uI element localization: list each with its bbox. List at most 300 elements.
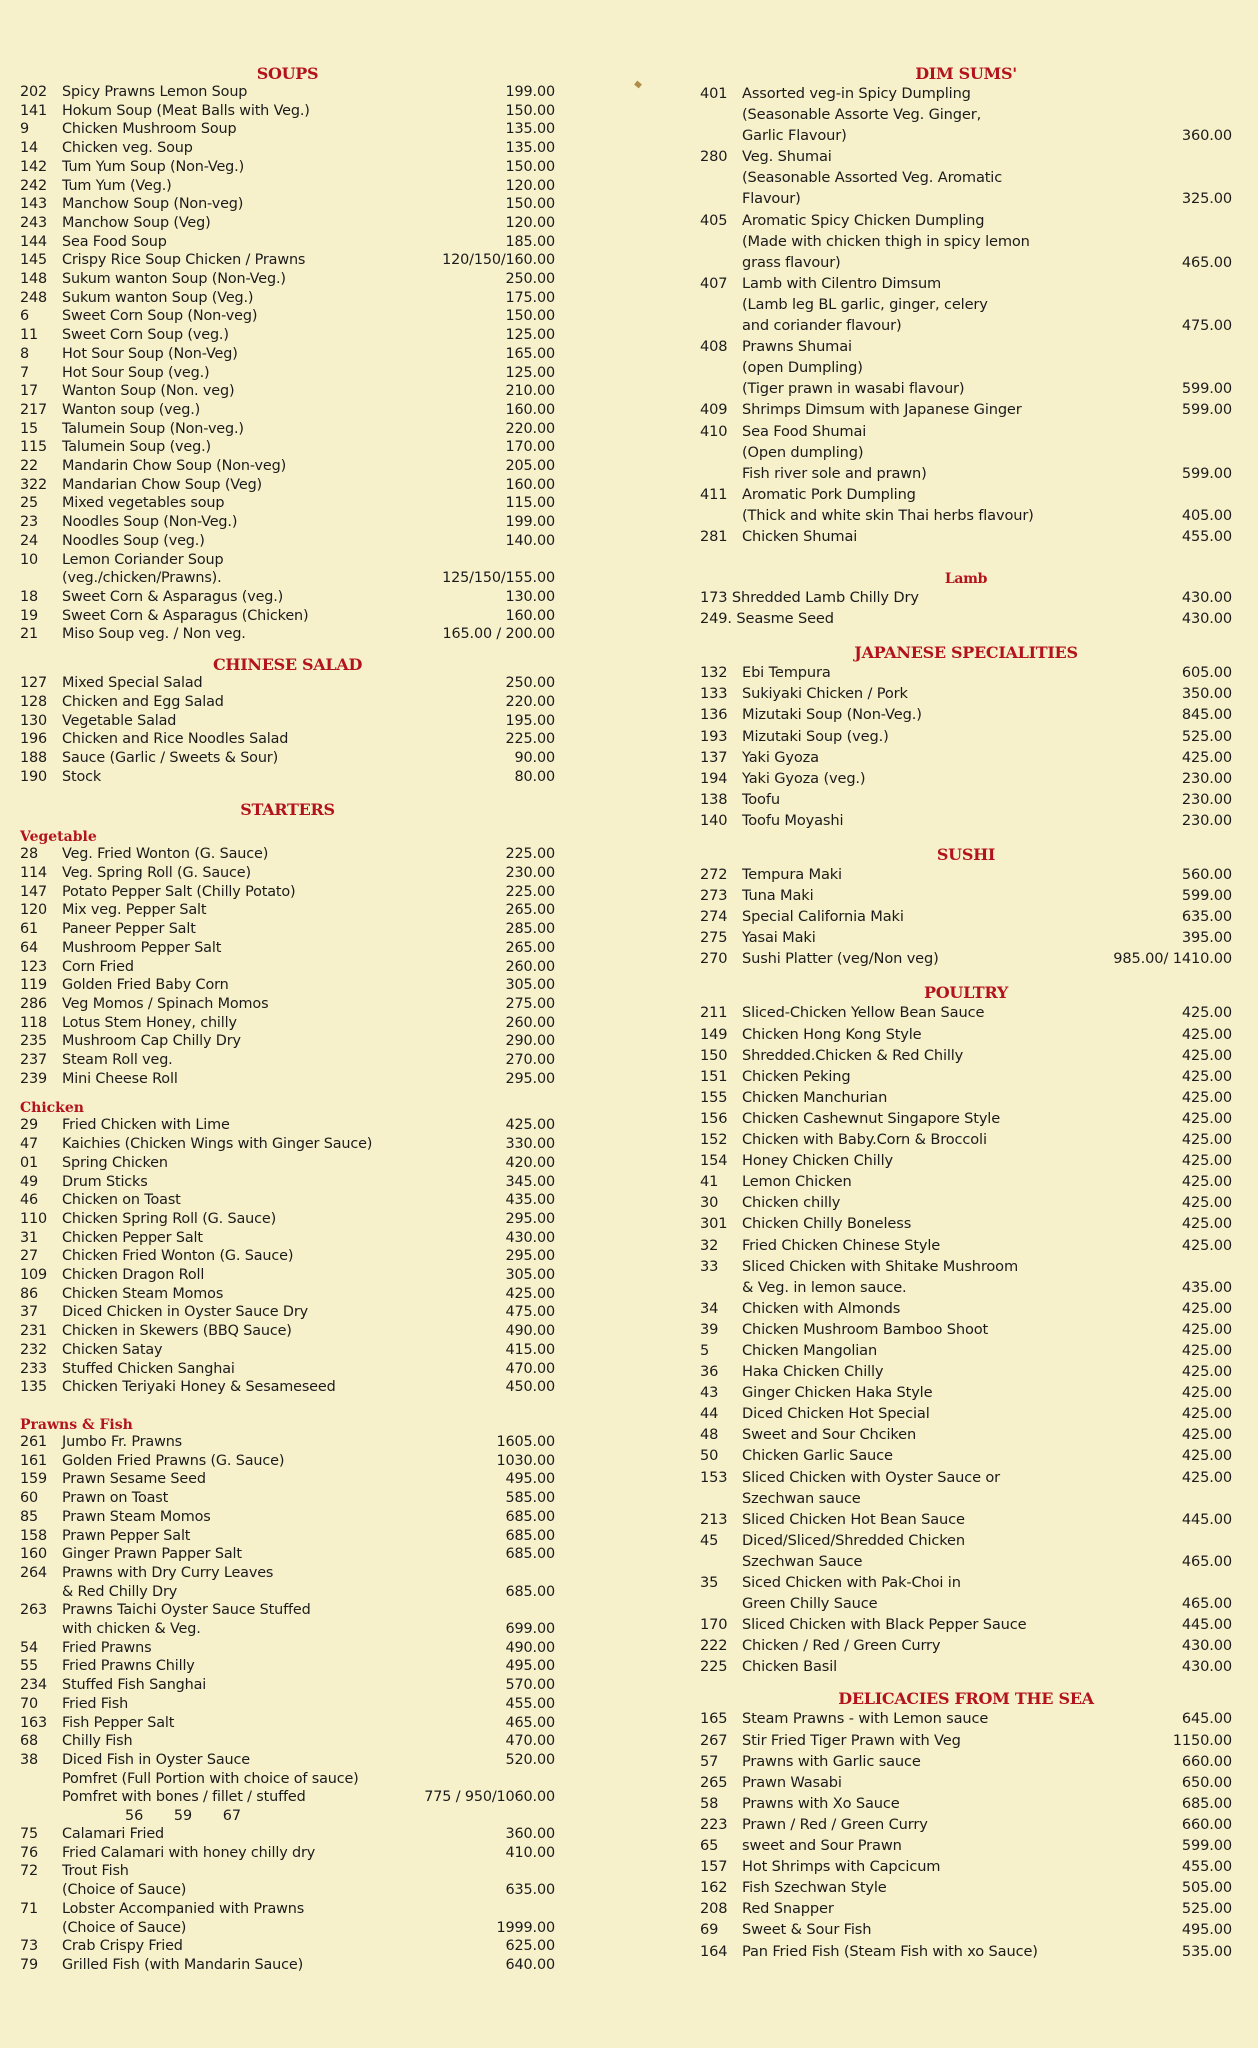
item-name: Noodles Soup (Non-Veg.) xyxy=(62,514,238,531)
item-name: Crispy Rice Soup Chicken / Prawns xyxy=(62,252,306,269)
item-price: 430.00 xyxy=(1181,1637,1232,1655)
item-name: Sea Food Shumai xyxy=(742,422,867,440)
item-price: 425.00 xyxy=(1181,1215,1232,1233)
menu-item xyxy=(700,1403,1232,1424)
item-name: Pomfret (Full Portion with choice of sauce) xyxy=(62,1770,359,1787)
menu-item xyxy=(700,1856,1232,1877)
menu-item xyxy=(700,210,1232,231)
menu-item xyxy=(700,1898,1232,1919)
menu-item xyxy=(20,1360,555,1379)
menu-item xyxy=(20,382,555,401)
item-code: 11 xyxy=(20,327,39,344)
menu-item xyxy=(20,307,555,326)
item-name: Golden Fried Prawns (G. Sauce) xyxy=(62,1452,285,1469)
menu-item xyxy=(20,1051,555,1070)
item-name: Sliced Chicken with Shitake Mushroom xyxy=(742,1257,1019,1275)
item-price: 599.00 xyxy=(1181,887,1232,905)
menu-item xyxy=(20,995,555,1014)
menu-item xyxy=(20,420,555,439)
item-name: Chicken and Egg Salad xyxy=(62,693,224,710)
item-price: 220.00 xyxy=(505,693,555,710)
item-name: Fried Chicken with Lime xyxy=(62,1117,230,1134)
item-name: Tuna Maki xyxy=(742,887,814,905)
menu-item-detail xyxy=(700,505,1232,526)
menu-item xyxy=(700,768,1232,789)
item-price: 475.00 xyxy=(505,1304,555,1321)
item-code: 45 xyxy=(700,1531,719,1549)
menu-item xyxy=(700,399,1232,420)
item-name: Pan Fried Fish (Steam Fish with xo Sauce) xyxy=(742,1942,1038,1960)
menu-item xyxy=(700,1730,1232,1751)
item-code: 154 xyxy=(700,1152,728,1170)
menu-item xyxy=(700,1171,1232,1192)
menu-item xyxy=(700,336,1232,357)
item-name: Chicken on Toast xyxy=(62,1192,181,1209)
menu-item xyxy=(20,674,555,693)
item-name: Paneer Pepper Salt xyxy=(62,921,196,938)
item-name: 173 Shredded Lamb Chilly Dry xyxy=(700,589,919,607)
menu-item xyxy=(700,1656,1232,1677)
item-price: 660.00 xyxy=(1181,1752,1232,1770)
item-price: 465.00 xyxy=(1181,253,1232,271)
menu-item xyxy=(20,494,555,513)
item-price: 1999.00 xyxy=(496,1919,555,1936)
item-code: 25 xyxy=(20,495,39,512)
item-name: Manchow Soup (Non-veg) xyxy=(62,196,244,213)
menu-item xyxy=(20,1657,555,1676)
item-price: 295.00 xyxy=(505,1070,555,1087)
menu-item xyxy=(700,484,1232,505)
menu-item xyxy=(20,1433,555,1452)
menu-item xyxy=(700,1708,1232,1729)
item-name: Wanton soup (veg.) xyxy=(62,401,201,418)
menu-item xyxy=(20,625,555,644)
menu-item xyxy=(20,1732,555,1751)
item-name: Manchow Soup (Veg) xyxy=(62,214,211,231)
item-code: 32 xyxy=(700,1236,719,1254)
item-name: Shredded.Chicken & Red Chilly xyxy=(742,1046,964,1064)
item-name: Chicken Shumai xyxy=(742,527,858,545)
soups-section xyxy=(20,64,555,644)
menu-item xyxy=(700,1509,1232,1530)
item-name: Sweet Corn & Asparagus (Chicken) xyxy=(62,607,309,624)
item-code: 243 xyxy=(20,214,48,231)
item-name: Fish river sole and prawn) xyxy=(742,464,927,482)
item-name: (Seasonable Assorted Veg. Aromatic xyxy=(742,169,1003,187)
pomfret-codes: 56 59 67 xyxy=(125,1808,242,1825)
item-price: 640.00 xyxy=(505,1956,555,1973)
menu-item-detail xyxy=(20,1620,555,1639)
menu-item xyxy=(700,1319,1232,1340)
item-price: 130.00 xyxy=(505,588,555,605)
menu-item xyxy=(20,1014,555,1033)
item-price: 465.00 xyxy=(1181,1552,1232,1570)
item-name: Chicken Pepper Salt xyxy=(62,1229,203,1246)
item-code: 264 xyxy=(20,1564,48,1581)
item-name: Fish Pepper Salt xyxy=(62,1714,175,1731)
item-name: Vegetable Salad xyxy=(62,712,177,729)
item-name: (Seasonable Assorte Veg. Ginger, xyxy=(742,106,982,124)
item-name: Chicken / Red / Green Curry xyxy=(742,1637,941,1655)
item-name: Talumein Soup (veg.) xyxy=(62,439,211,456)
item-price: 495.00 xyxy=(505,1471,555,1488)
item-name: Mix veg. Pepper Salt xyxy=(62,902,207,919)
menu-item xyxy=(700,1467,1232,1488)
item-name: Yaki Gyoza (veg.) xyxy=(742,769,866,787)
item-price: 230.00 xyxy=(1181,811,1232,829)
item-name: Veg. Shumai xyxy=(742,148,832,166)
menu-item xyxy=(20,1470,555,1489)
item-price: 250.00 xyxy=(505,675,555,692)
item-name: Diced Chicken Hot Special xyxy=(742,1405,930,1423)
item-code: 47 xyxy=(20,1136,39,1153)
item-price: 135.00 xyxy=(505,140,555,157)
item-price: 265.00 xyxy=(505,939,555,956)
menu-item-detail xyxy=(700,125,1232,146)
menu-item xyxy=(20,1527,555,1546)
item-price: 230.00 xyxy=(505,865,555,882)
item-name: Sukum wanton Soup (Veg.) xyxy=(62,289,254,306)
item-price: 455.00 xyxy=(1181,527,1232,545)
item-name: Aromatic Pork Dumpling xyxy=(742,485,916,503)
menu-item xyxy=(20,1751,555,1770)
item-name: Chicken with Almonds xyxy=(742,1299,901,1317)
chicken-subtitle: Chicken xyxy=(20,1100,84,1117)
item-price: 599.00 xyxy=(1181,1837,1232,1855)
item-code: 34 xyxy=(700,1299,719,1317)
item-code: 71 xyxy=(20,1900,39,1917)
item-code: 143 xyxy=(20,196,48,213)
menu-item xyxy=(20,1900,555,1919)
menu-item xyxy=(700,1614,1232,1635)
menu-item xyxy=(20,476,555,495)
item-price: 170.00 xyxy=(505,439,555,456)
menu-item-detail xyxy=(20,1919,555,1938)
item-code: 286 xyxy=(20,995,48,1012)
item-name: & Veg. in lemon sauce. xyxy=(742,1278,907,1296)
item-price: 470.00 xyxy=(505,1733,555,1750)
vegetable-list xyxy=(20,845,555,1088)
item-name: Stuffed Fish Sanghai xyxy=(62,1677,207,1694)
item-code: 123 xyxy=(20,958,48,975)
item-price: 525.00 xyxy=(1181,1900,1232,1918)
item-code: 281 xyxy=(700,527,728,545)
item-name: Chicken with Baby.Corn & Broccoli xyxy=(742,1131,987,1149)
item-price: 420.00 xyxy=(505,1154,555,1171)
item-code: 5 xyxy=(700,1341,710,1359)
menu-item xyxy=(700,1877,1232,1898)
sushi-section xyxy=(700,845,1232,969)
menu-item xyxy=(20,1508,555,1527)
item-price: 645.00 xyxy=(1181,1710,1232,1728)
menu-item xyxy=(20,920,555,939)
item-price: 985.00/ 1410.00 xyxy=(1113,950,1232,968)
menu-item xyxy=(20,1285,555,1304)
item-code: 54 xyxy=(20,1639,39,1656)
item-price: 599.00 xyxy=(1181,380,1232,398)
item-code: 140 xyxy=(700,811,728,829)
menu-item xyxy=(700,146,1232,167)
item-code: 194 xyxy=(700,769,728,787)
menu-item xyxy=(700,1256,1232,1277)
item-code: 239 xyxy=(20,1070,48,1087)
menu-item xyxy=(20,120,555,139)
item-name: Chicken Basil xyxy=(742,1658,838,1676)
item-code: 119 xyxy=(20,977,48,994)
item-name: (Made with chicken thigh in spicy lemon xyxy=(742,232,1030,250)
menu-item-detail xyxy=(20,1881,555,1900)
menu-item xyxy=(700,789,1232,810)
item-code: 273 xyxy=(700,887,728,905)
right-column xyxy=(700,64,1232,1962)
item-price: 490.00 xyxy=(505,1323,555,1340)
item-price: 120.00 xyxy=(505,214,555,231)
sea-list xyxy=(700,1708,1232,1961)
item-code: 135 xyxy=(20,1379,48,1396)
item-name: Chicken Manchurian xyxy=(742,1088,888,1106)
menu-item xyxy=(20,1322,555,1341)
item-name: Grilled Fish (with Mandarin Sauce) xyxy=(62,1956,304,1973)
item-name: Chicken Mushroom Soup xyxy=(62,121,237,138)
item-code: 222 xyxy=(700,1637,728,1655)
menu-item xyxy=(20,1564,555,1583)
item-detail: & Red Chilly Dry xyxy=(62,1583,178,1600)
item-name: Prawn on Toast xyxy=(62,1490,169,1507)
item-name: (Open dumpling) xyxy=(742,443,864,461)
menu-item xyxy=(700,1235,1232,1256)
item-price: 425.00 xyxy=(505,1285,555,1302)
item-price: 445.00 xyxy=(1181,1510,1232,1528)
menu-item xyxy=(20,1695,555,1714)
item-name: Sliced Chicken Hot Bean Sauce xyxy=(742,1510,965,1528)
item-code: 65 xyxy=(700,1837,719,1855)
menu-item-detail xyxy=(20,569,555,588)
menu-item-detail xyxy=(700,1277,1232,1298)
item-code: 33 xyxy=(700,1257,719,1275)
item-code: 237 xyxy=(20,1052,48,1069)
item-code: 64 xyxy=(20,939,39,956)
item-detail: (veg./chicken/Prawns). xyxy=(62,570,222,587)
item-code: 164 xyxy=(700,1942,728,1960)
menu-item-detail xyxy=(20,1583,555,1602)
item-name: Chicken Spring Roll (G. Sauce) xyxy=(62,1210,277,1227)
prawns-fish-list xyxy=(20,1433,555,1807)
dim-sums-section xyxy=(700,64,1232,547)
japanese-list xyxy=(700,662,1232,831)
item-price: 525.00 xyxy=(1181,727,1232,745)
item-price: 425.00 xyxy=(1181,1405,1232,1423)
item-name: Ginger Chicken Haka Style xyxy=(742,1384,933,1402)
item-name: Veg. Spring Roll (G. Sauce) xyxy=(62,865,251,882)
item-price: 199.00 xyxy=(505,84,555,100)
menu-item xyxy=(700,1045,1232,1066)
item-code: 170 xyxy=(700,1616,728,1634)
item-price: 150.00 xyxy=(505,102,555,119)
menu-item xyxy=(700,1002,1232,1023)
item-name: Spicy Prawns Lemon Soup xyxy=(62,84,248,100)
item-code: 28 xyxy=(20,846,39,863)
menu-item xyxy=(20,102,555,121)
item-price: 455.00 xyxy=(1181,1858,1232,1876)
item-name: Chicken chilly xyxy=(742,1194,841,1212)
item-code: 23 xyxy=(20,514,39,531)
menu-item xyxy=(20,1135,555,1154)
item-name: Chicken Teriyaki Honey & Sesameseed xyxy=(62,1379,336,1396)
menu-item xyxy=(20,588,555,607)
menu-item xyxy=(20,845,555,864)
item-code: 50 xyxy=(700,1447,719,1465)
item-code: 267 xyxy=(700,1731,728,1749)
item-code: 70 xyxy=(20,1695,39,1712)
menu-item xyxy=(20,1489,555,1508)
item-code: 130 xyxy=(20,712,48,729)
item-price: 599.00 xyxy=(1181,401,1232,419)
item-price: 395.00 xyxy=(1181,929,1232,947)
item-price: 425.00 xyxy=(1181,1299,1232,1317)
item-price: 125.00 xyxy=(505,364,555,381)
item-code: 232 xyxy=(20,1341,48,1358)
item-code: 68 xyxy=(20,1733,39,1750)
item-price: 260.00 xyxy=(505,1014,555,1031)
poultry-title: POULTRY xyxy=(924,983,1008,1003)
item-code: 157 xyxy=(700,1858,728,1876)
item-code: 127 xyxy=(20,675,48,692)
japanese-section xyxy=(700,643,1232,831)
item-code xyxy=(20,1788,62,1807)
menu-item xyxy=(20,83,555,102)
item-code: 231 xyxy=(20,1323,48,1340)
item-price: 165.00 xyxy=(505,345,555,362)
item-price: 775 / 950/1060.00 xyxy=(424,1789,555,1806)
item-name: Trout Fish xyxy=(62,1863,129,1880)
item-name: Prawn Sesame Seed xyxy=(62,1471,206,1488)
menu-item xyxy=(20,1303,555,1322)
menu-item xyxy=(700,1024,1232,1045)
item-code: 37 xyxy=(20,1304,39,1321)
item-code: 141 xyxy=(20,102,48,119)
item-price: 599.00 xyxy=(1181,464,1232,482)
item-price: 140.00 xyxy=(505,532,555,549)
item-code: 160 xyxy=(20,1546,48,1563)
item-code: 76 xyxy=(20,1844,39,1861)
item-price: 360.00 xyxy=(1181,127,1232,145)
item-price: 430.00 xyxy=(1181,589,1232,607)
item-price: 230.00 xyxy=(1181,790,1232,808)
menu-item xyxy=(20,1825,555,1844)
lamb-title: Lamb xyxy=(944,571,988,588)
item-name: Sweet and Sour Chciken xyxy=(742,1426,917,1444)
menu-item-detail xyxy=(700,1551,1232,1572)
item-name: sweet and Sour Prawn xyxy=(742,1837,902,1855)
item-name: Chicken Mangolian xyxy=(742,1341,878,1359)
item-code: 109 xyxy=(20,1267,48,1284)
item-price: 685.00 xyxy=(505,1508,555,1525)
item-name: Yaki Gyoza xyxy=(742,748,819,766)
item-name: Haka Chicken Chilly xyxy=(742,1363,884,1381)
menu-item xyxy=(20,1210,555,1229)
item-name: Prawn Wasabi xyxy=(742,1773,842,1791)
dim-sums-title: DIM SUMS' xyxy=(915,64,1017,83)
menu-item xyxy=(700,1919,1232,1940)
item-price: 685.00 xyxy=(505,1546,555,1563)
menu-item xyxy=(20,551,555,570)
item-name: Sukum wanton Soup (Non-Veg.) xyxy=(62,271,286,288)
item-code: 39 xyxy=(700,1320,719,1338)
item-code: 15 xyxy=(20,420,39,437)
item-name: Mini Cheese Roll xyxy=(62,1070,178,1087)
menu-item xyxy=(20,1639,555,1658)
item-price: 425.00 xyxy=(1181,1109,1232,1127)
item-name: Sea Food Soup xyxy=(62,233,167,250)
item-price: 285.00 xyxy=(505,921,555,938)
item-name: Hot Sour Soup (veg.) xyxy=(62,364,210,381)
chicken-starters-list xyxy=(20,1116,555,1397)
menu-item xyxy=(20,326,555,345)
item-price: 445.00 xyxy=(1181,1616,1232,1634)
chinese-salad-list xyxy=(20,674,555,786)
item-code: 58 xyxy=(700,1794,719,1812)
menu-item xyxy=(20,364,555,383)
item-price: 210.00 xyxy=(505,383,555,400)
menu-item xyxy=(20,233,555,252)
menu-item xyxy=(700,1793,1232,1814)
item-name: Chicken Hong Kong Style xyxy=(742,1025,922,1043)
item-price: 425.00 xyxy=(1181,1067,1232,1085)
sea-section xyxy=(700,1689,1232,1961)
menu-item xyxy=(700,662,1232,683)
item-code: 234 xyxy=(20,1677,48,1694)
item-price: 490.00 xyxy=(505,1639,555,1656)
item-code: 35 xyxy=(700,1574,719,1591)
menu-item xyxy=(20,457,555,476)
item-price: 410.00 xyxy=(505,1844,555,1861)
item-price: 160.00 xyxy=(505,607,555,624)
item-name: Veg. Fried Wonton (G. Sauce) xyxy=(62,846,269,863)
item-price: 685.00 xyxy=(505,1583,555,1600)
item-price: 295.00 xyxy=(505,1210,555,1227)
item-detail: with chicken & Veg. xyxy=(62,1621,201,1638)
item-code: 153 xyxy=(700,1468,728,1486)
item-price: 660.00 xyxy=(1181,1815,1232,1833)
item-price: 175.00 xyxy=(505,289,555,306)
item-price: 425.00 xyxy=(1181,1046,1232,1064)
item-name: Prawns Taichi Oyster Sauce Stuffed xyxy=(62,1602,311,1619)
item-price: 160.00 xyxy=(505,401,555,418)
menu-item xyxy=(700,1814,1232,1835)
menu-item-detail xyxy=(700,252,1232,273)
item-price: 270.00 xyxy=(505,1052,555,1069)
menu-item xyxy=(700,587,1232,608)
item-name: Mandarian Chow Soup (Veg) xyxy=(62,476,263,493)
item-name: Fish Szechwan Style xyxy=(742,1879,887,1897)
item-detail: (Choice of Sauce) xyxy=(62,1919,187,1936)
menu-item xyxy=(20,1601,555,1620)
sea-title: DELICACIES FROM THE SEA xyxy=(838,1689,1094,1709)
item-name: Calamari Fried xyxy=(62,1826,165,1843)
item-name: Hot Sour Soup (Non-Veg) xyxy=(62,345,238,362)
item-name: Fried Fish xyxy=(62,1695,129,1712)
item-name: Mandarin Chow Soup (Non-veg) xyxy=(62,458,287,475)
item-price: 330.00 xyxy=(505,1136,555,1153)
menu-item xyxy=(700,1192,1232,1213)
menu-item xyxy=(20,693,555,712)
item-code: 38 xyxy=(20,1751,39,1768)
item-price: 265.00 xyxy=(505,902,555,919)
item-price: 120.00 xyxy=(505,177,555,194)
item-price: 230.00 xyxy=(1181,769,1232,787)
item-price: 425.00 xyxy=(1181,1152,1232,1170)
item-code: 405 xyxy=(700,211,728,229)
